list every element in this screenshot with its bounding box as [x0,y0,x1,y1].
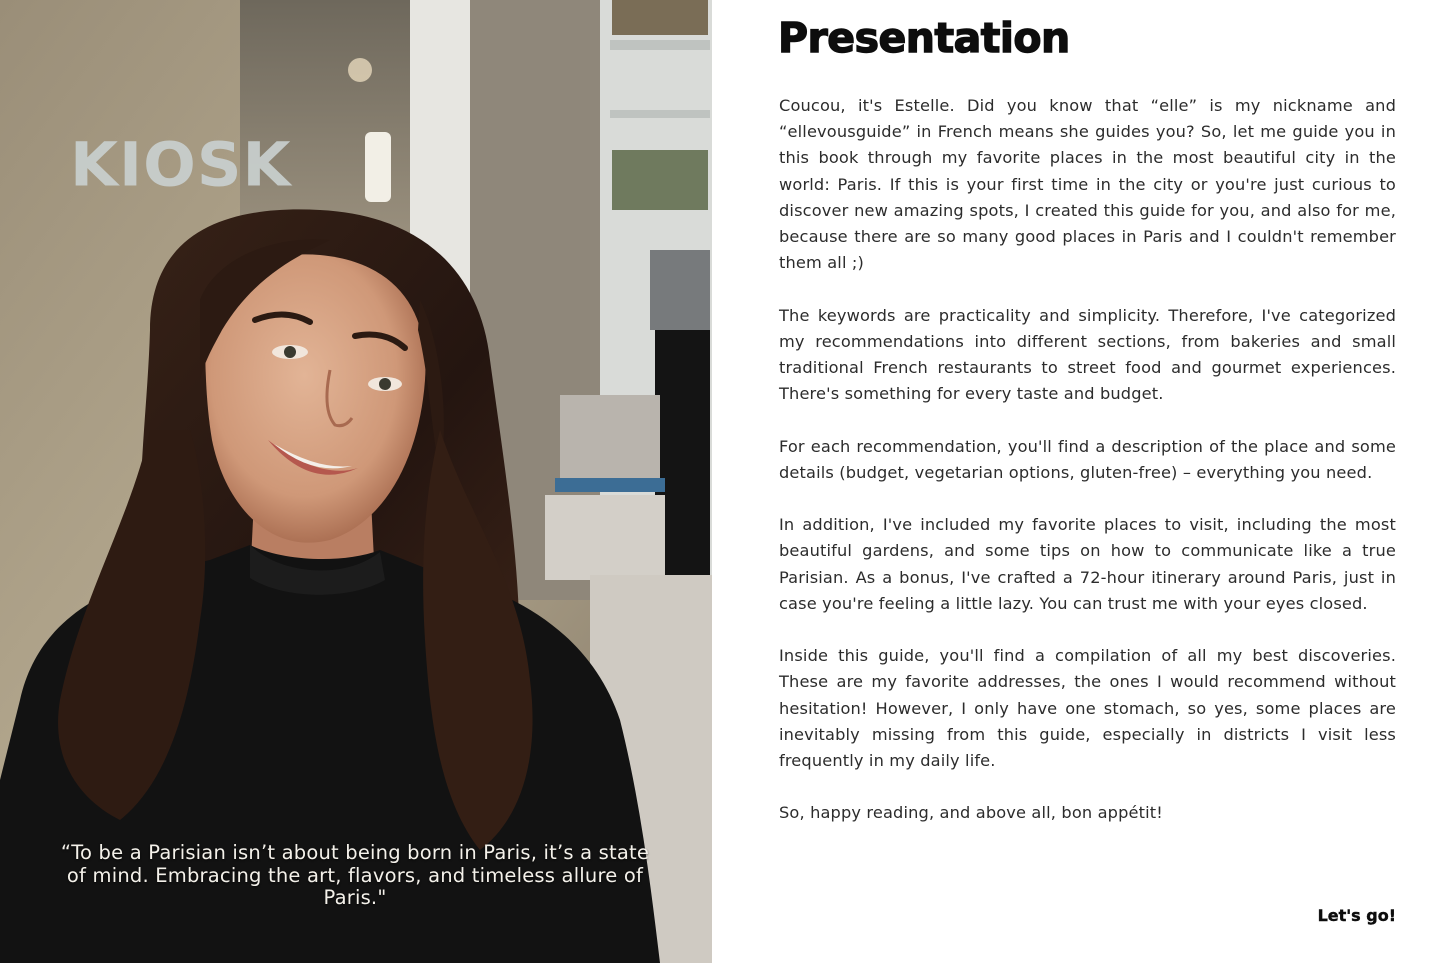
paragraph-keywords: The keywords are practicality and simplicity. Therefore, I've categorized my recommendations into different sections, from bakeries and small traditional French restaurants to street food and gourmet experiences. There's something for every taste and budget. [779,305,1396,404]
lets-go-label: Let's go! [1317,906,1396,925]
paragraph-addition: In addition, I've included my favorite places to visit, including the most beautiful gardens, and some tips on how to communicate like a true Parisian. As a bonus, I've crafted a 72-hour itinerary around Paris, just in case you're feeling a little lazy. You can trust me with your eyes closed. [779,515,1396,613]
portrait-photo [0,0,712,963]
kiosk-sign: KIOSK [70,128,292,201]
paragraph-closing: So, happy reading, and above all, bon appétit! [779,803,1163,823]
page-title: Presentation [778,14,1070,62]
body-text [779,93,1396,853]
presentation-page [712,0,1445,963]
photo-quote: “To be a Parisian isn’t about being born in Paris, it’s a state of mind. Embracing the art, flavors, and timeless allure of Paris." [60,841,650,909]
paragraph-recommendations: For each recommendation, you'll find a description of the place and some details (budget, vegetarian options, gluten-free) – everything you need. [779,436,1396,482]
paragraph-intro: Coucou, it's Estelle. Did you know that “elle” is my nickname and “ellevousguide” in French means she guides you? So, let me guide you in this book through my favorite places in the most beautiful city in the world: Paris. If this is your first time in the city or you're just curious to discover new amazing spots, I created this guide for you, and also for me, because there are so many good places in Paris and I couldn't remember them all ;) [779,96,1396,273]
paragraph-inside-guide: Inside this guide, you'll find a compilation of all my best discoveries. These are my favorite addresses, the ones I would recommend without hesitation! However, I only have one stomach, so yes, some places are inevitably missing from this guide, especially in districts I visit less frequently in my daily life. [779,646,1396,771]
